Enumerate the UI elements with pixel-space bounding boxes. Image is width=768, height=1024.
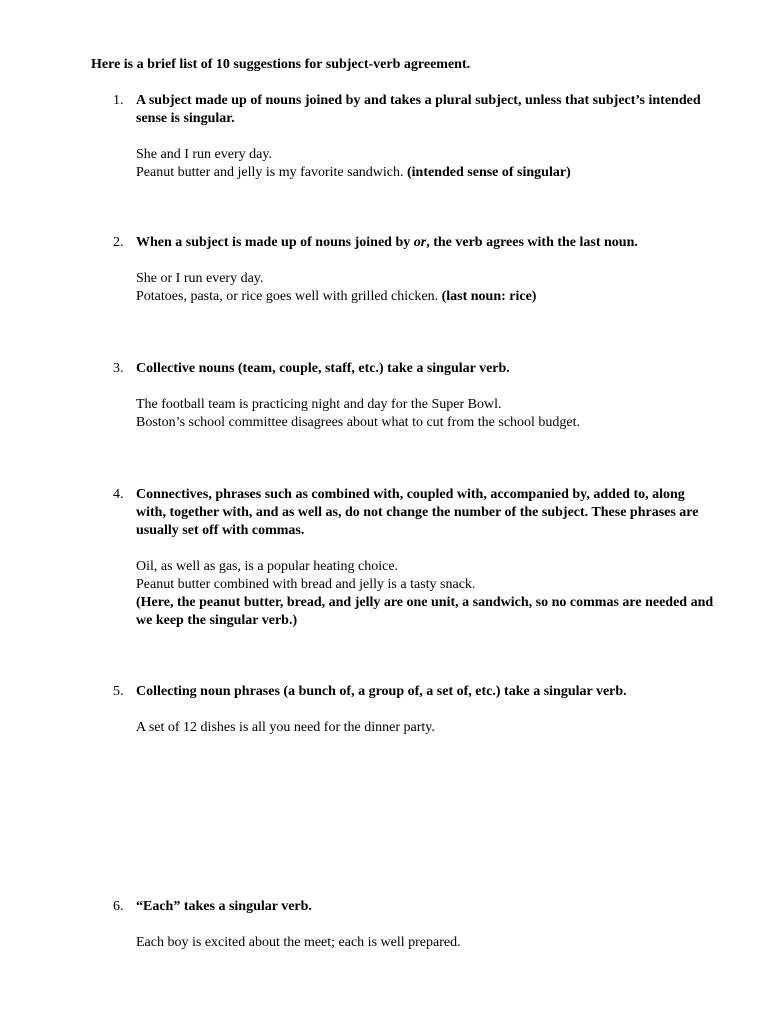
examples xyxy=(136,558,716,630)
examples xyxy=(136,934,716,952)
example-line: Oil, as well as gas, is a popular heating choice. xyxy=(136,559,399,574)
examples xyxy=(136,270,716,306)
rule-text: Connectives, phrases such as combined with, coupled with, accompanied by, added to, along with, together with, and as well as, do not change the number of the subject. These phrases are usually set off with commas. xyxy=(136,487,699,538)
example-note: (last noun: rice) xyxy=(441,289,537,304)
example-line: Peanut butter combined with bread and jelly is a tasty snack. xyxy=(136,577,476,592)
item-number: 6. xyxy=(113,899,124,914)
item-number: 5. xyxy=(113,684,124,699)
item-number: 4. xyxy=(113,487,124,502)
intro-heading: Here is a brief list of 10 suggestions for subject-verb agreement. xyxy=(91,57,471,72)
item-number: 2. xyxy=(113,235,124,250)
example-line: Each boy is excited about the meet; each is well prepared. xyxy=(136,935,461,950)
example-line: She or I run every day. xyxy=(136,271,264,286)
rule-text: “Each” takes a singular verb. xyxy=(136,899,312,914)
item-number: 3. xyxy=(113,361,124,376)
rule-text: Collecting noun phrases (a bunch of, a group of, a set of, etc.) take a singular verb. xyxy=(136,684,627,699)
rule-text: Collective nouns (team, couple, staff, etc.) take a singular verb. xyxy=(136,361,510,376)
examples xyxy=(136,396,716,432)
example-line: Boston’s school committee disagrees about what to cut from the school budget. xyxy=(136,415,581,430)
examples xyxy=(136,719,716,737)
rule-text: A subject made up of nouns joined by and takes a plural subject, unless that subject’s intended sense is singular. xyxy=(136,93,701,126)
explanation-note: (Here, the peanut butter, bread, and jelly are one unit, a sandwich, so no commas are needed and we keep the singular verb.) xyxy=(136,595,714,628)
rule-emphasis: or xyxy=(413,235,427,250)
example-line: The football team is practicing night and day for the Super Bowl. xyxy=(136,397,502,412)
item-number: 1. xyxy=(113,93,124,108)
example-line: Potatoes, pasta, or rice goes well with grilled chicken. (last noun: rice) xyxy=(136,289,537,304)
example-line: Peanut butter and jelly is my favorite sandwich. (intended sense of singular) xyxy=(136,165,571,180)
example-line: She and I run every day. xyxy=(136,147,272,162)
examples xyxy=(136,146,716,182)
example-line: A set of 12 dishes is all you need for the dinner party. xyxy=(136,720,435,735)
rule-text: When a subject is made up of nouns joined by or, the verb agrees with the last noun. xyxy=(136,235,638,250)
example-note: (intended sense of singular) xyxy=(407,165,571,180)
